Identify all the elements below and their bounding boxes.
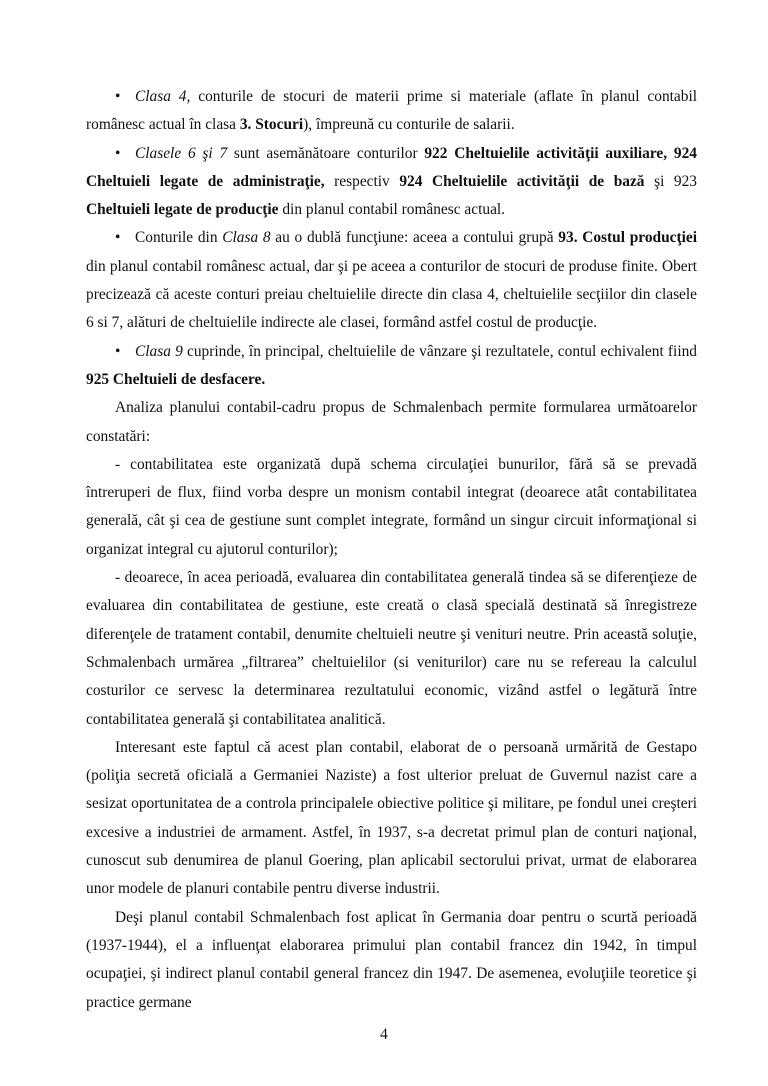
text-run: din planul contabil românesc actual, dar şi pe aceea a conturilor de stocuri de produse finite. Obert precizează că aceste conturi preiau cheltuielile directe din clasa 4, cheltuielile secţiilor din clasele 6 si 7, alături de cheltuielile indirecte ale clasei, formând astfel costul de producţie. [86,257,697,332]
bullet-icon: • [115,144,121,162]
text-run: ), împreună cu conturile de salarii. [303,116,515,134]
text-run: 3. Stocuri [239,116,304,134]
bullet-paragraph [86,224,697,337]
bullet-icon: • [115,342,121,360]
text-run: cuprinde, în principal, cheltuielile de vânzare şi rezultatele, contul echivalent fiind [182,342,697,360]
bullet-icon: • [115,229,121,247]
body-paragraph [86,451,697,564]
text-run: Clasa 4, [135,88,191,105]
text-run: Analiza planului contabil-cadru propus de Schmalenbach permite formularea următoarelor constatări: [86,399,697,445]
text-run: din planul contabil românesc actual. [278,201,506,219]
text-run: Cheltuieli legate de producţie [86,201,279,219]
text-run: Interesant este faptul că acest plan contabil, elaborat de o persoană urmărită de Gestapo (poliţia secretă oficială a Germaniei Naziste) a fost ulterior preluat de Guvernul nazist care a sesizat oportunitatea de a controla principalele obiective politice şi militare, pe fondul unei creşteri excesive a industriei de armament. Astfel, în 1937, s-a decretat primul plan de conturi naţional, cunoscut sub denumirea de planul Goering, plan aplicabil sectorului privat, urmat de elaborarea unor modele de planuri contabile pentru diverse industrii. [86,738,697,898]
page-body [86,83,697,1017]
text-run: 93. Costul producţiei [558,229,697,247]
text-run: şi 923 [644,172,698,190]
body-paragraph [86,734,697,904]
text-run: Clasa 9 [135,342,183,360]
body-paragraph [86,564,697,734]
text-run: 922 Cheltuielile activităţii auxiliare, 924 Cheltuieli legate de administraţie, [86,144,697,190]
bullet-paragraph [86,83,697,140]
text-run: 924 Cheltuielile activităţii de bază [399,172,645,190]
bullet-icon: • [115,88,121,105]
text-run: conturile de stocuri de materii prime si materiale (aflate în planul contabil românesc actual în clasa [86,88,697,134]
body-paragraph [86,904,697,1017]
text-run: Conturile din [135,229,223,247]
text-run: - deoarece, în acea perioadă, evaluarea din contabilitatea generală tindea să se diferenţieze de evaluarea din contabilitatea de gestiune, este creată o clasă specială destinată să înregistreze diferenţele de tratament contabil, denumite cheltuieli neutre şi venituri neutre. Prin această soluţie, Schmalenbach urmărea „filtrarea” cheltuielilor (si veniturilor) care nu se refereau la calculul costurilor ce servesc la determinarea rezultatului economic, vizând astfel o legătură între contabilitatea generală şi contabilitatea analitică. [86,569,697,728]
text-run: au o dublă funcţiune: aceea a contului grupă [270,229,559,247]
text-run: Clasele 6 şi 7 [135,144,228,162]
text-run: Deşi planul contabil Schmalenbach fost aplicat în Germania doar pentru o scurtă perioadă (1937-1944), el a influenţat elaborarea primului plan contabil francez din 1942, în timpul ocupaţiei, şi indirect planul contabil general francez din 1947. De asemenea, evoluţiile teoretice şi practice germane [86,908,697,1011]
text-run: 925 Cheltuieli de desfacere. [86,370,266,388]
body-paragraph [86,394,697,451]
bullet-paragraph [86,338,697,395]
bullet-paragraph [86,140,697,225]
text-run: sunt asemănătoare conturilor [227,144,425,162]
text-run: Clasa 8 [222,229,271,247]
text-run: respectiv [324,172,400,190]
page-number: 4 [380,1026,388,1043]
text-run: - contabilitatea este organizată după schema circulaţiei bunurilor, fără să se prevadă întreruperi de flux, fiind vorba despre un monism contabil integrat (deoarece atât contabilitatea generală, cât şi cea de gestiune sunt complet integrate, formând un singur circuit informaţional si organizat integral cu ajutorul conturilor); [86,455,697,558]
